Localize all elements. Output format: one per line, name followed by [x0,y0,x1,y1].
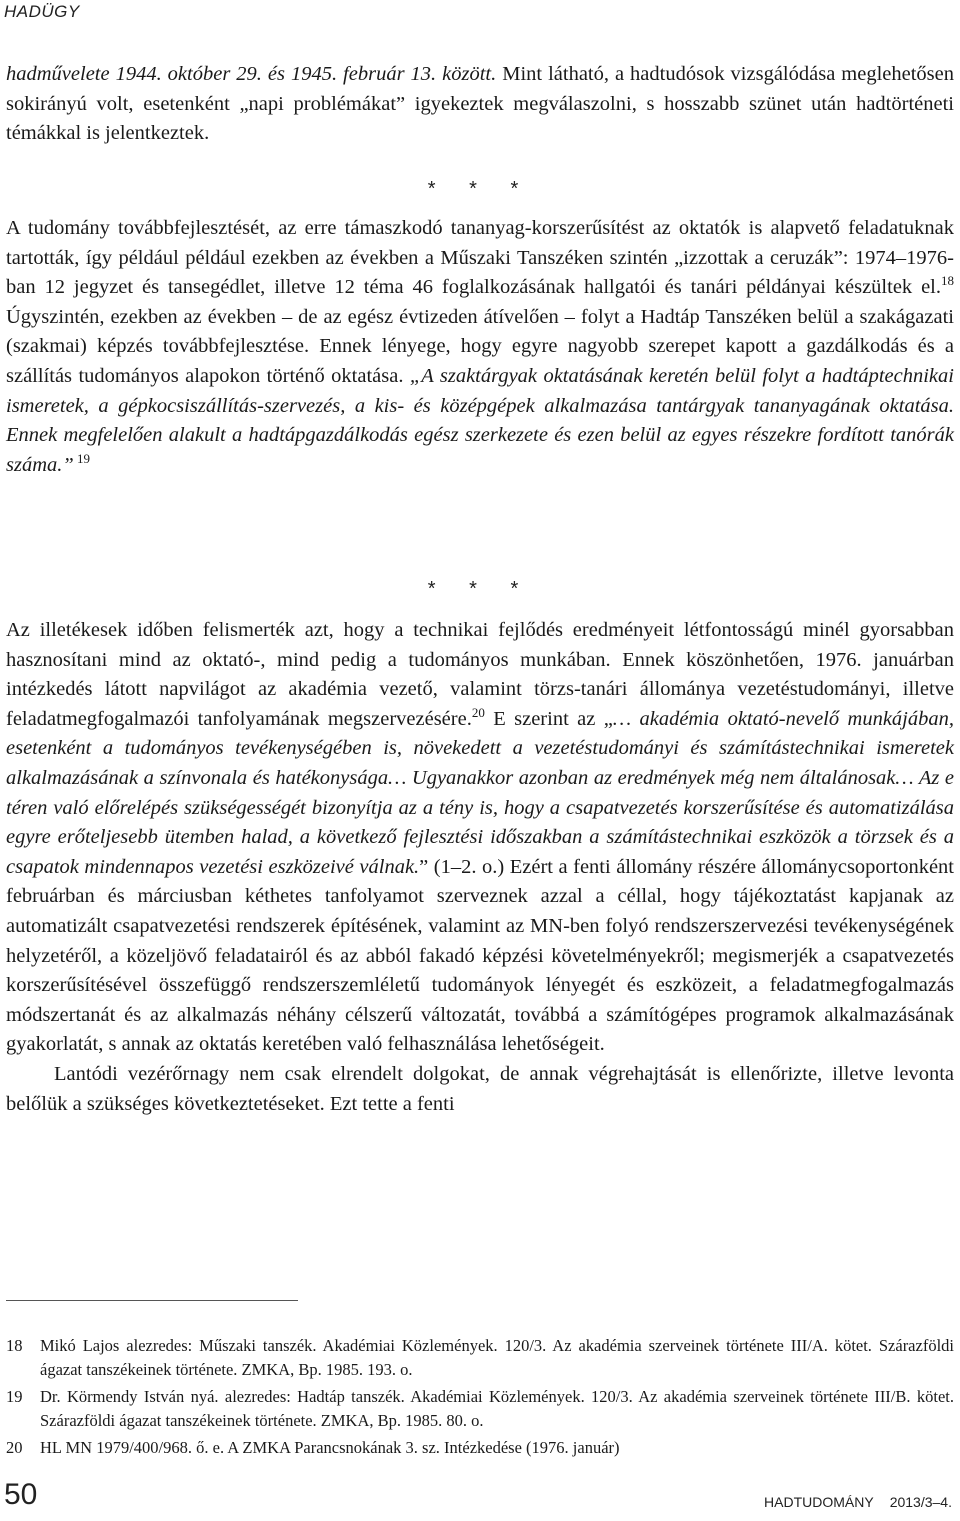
paragraph-2-quote: „A szaktárgyak oktatásának keretén belül folyt a hadtáptechnikai ismeretek, a gépkocsiszállítás-szervezés, a kis- és középgépek alkalmazása tantárgyak tananyagának oktatása. Ennek megfelelően alakult a hadtápgazdálkodás egész szerkezete és ezen belül az egyes részekre fordított tanórák száma.” [6,364,954,476]
page-number: 50 [4,1478,38,1511]
section-separator-2: * * * [427,578,533,600]
paragraph-1-italic: hadművelete 1944. október 29. és 1945. február 13. között. [6,63,497,85]
footnote-ref-18[interactable]: 18 [941,273,954,289]
paragraph-1-text: Mint látható, a hadtudósok vizsgálódása meglehetősen sokirányú volt, esetenként „napi problémákat” igyekeztek megválaszolni, s hosszabb szünet után hadtörténeti témákkal is jelentkeztek. [6,63,954,145]
paragraph-3 [6,616,954,1119]
footnote-number: 18 [6,1336,23,1355]
journal-footer [764,1494,952,1510]
footnote-ref-19[interactable]: 19 [73,450,91,466]
footnote-ref-20[interactable]: 20 [471,704,485,720]
footnotes [6,1334,954,1464]
paragraph-3-text-a: Az illetékesek időben felismerték azt, hogy a technikai fejlődés eredményeit létfontosságú minél gyorsabban hasznosítani mind az oktató-, mind pedig a tudományos munkában. Ennek köszönhetően, 1976. januárban intézkedés látott napvilágot az akadémia vezető, valamint törzs-tanári állománya vezetéstudományi, illetve feladatmegfogalmazói tanfolyamának megszervezésére. [6,619,954,730]
footnote-text: Dr. Körmendy István nyá. alezredes: Hadtáp tanszék. Akadémiai Közlemények. 120/3. Az akadémia szerveinek története III/B. kötet. Szárazföldi ágazat tanszékeinek története. ZMKA, Bp. 1985. 80. o. [40,1387,954,1430]
paragraph-3-quote: … akadémia oktató-nevelő munkájában, esetenként a tudományos tevékenységében is, növekedett a vezetéstudományi és számítástechnikai ismeretek alkalmazásának a színvonala és hatékonysága… Ugyanakkor azonban az eredmények még nem általánosak… Az e téren való előrelépés szükségességét bizonyítja az a tény is, hogy a csapatvezetés korszerűsítése és automatizálása egyre erőteljesebb ütemben halad, a következő fejlesztési időszakban a számítástechnikai eszközök a törzsek és a csapatok mindennapos vezetési eszközeivé válnak. [6,707,954,878]
journal-title: HADTUDOMÁNY [764,1494,874,1510]
paragraph-3-text-c: ” (1–2. o.) Ezért a fenti állomány részére állománycsoportonként februárban és márciusban kéthetes tanfolyamot szerveznek azzal a céllal, hogy tájékoztatást kapjanak az automatizált csapatvezetési rendszerek építésének, valamint az MN-ben folyó rendszerszervezési tevékenységének helyzetéről, a közeljövő feladatairól és az abból fakadó képzési követelményekről; megismerjék a csapatvezetés korszerűsítésével összefüggő rendszerszemléletű tudományok lényegét és eszközeit, a feladatmegfogalmazás módszertanát és az alkalmazás néhány célszerű változatát, továbbá a számítógépes programok alkalmazásának gyakorlatát, s annak az oktatás keretében való felhasználása lehetőségeit. [6,855,954,1056]
paragraph-4: Lantódi vezérőrnagy nem csak elrendelt dolgokat, de annak végrehajtását is ellenőrizte, illetve levonta belőlük a szükséges következtetéseket. Ezt tette a fenti [6,1062,954,1115]
paragraph-2-text-b: Úgyszintén, ezekben az években – de az egész évtizeden átívelően – folyt a Hadtáp Tanszéken belül a szakágazati (szakmai) képzés továbbfejlesztése. Ennek lényege, hogy egyre nagyobb szerepet kapott a gazdálkodás és a szállítás tudományos alapokon történő oktatása. [6,305,954,387]
footnote-divider [6,1300,298,1301]
footnote-18 [6,1334,954,1381]
footnote-20 [6,1436,954,1460]
paragraph-3-text-b: E szerint az „ [484,707,613,730]
journal-issue: 2013/3–4. [889,1494,952,1510]
paragraph-1 [6,60,954,149]
paragraph-2 [6,214,954,480]
footnote-number: 19 [6,1387,23,1406]
paragraph-2-text-a: A tudomány továbbfejlesztését, az erre támaszkodó tananyag-korszerűsítést az oktatók is alapvető feladatuknak tartották, így például például ezekben az években a Műszaki Tanszéken szintén „izzottak a ceruzák”: 1974–1976-ban 12 jegyzet és tansegédlet, illetve 12 téma 46 foglalkozásának hallgatói és tanári példányai készültek el. [6,217,954,299]
section-separator-1: * * * [427,178,533,200]
footnote-text: Mikó Lajos alezredes: Műszaki tanszék. Akadémiai Közlemények. 120/3. Az akadémia szerveinek története III/A. kötet. Szárazföldi ágazat tanszékeinek története. ZMKA, Bp. 1985. 193. o. [40,1336,954,1379]
footnote-text: HL MN 1979/400/968. ő. e. A ZMKA Parancsnokának 3. sz. Intézkedése (1976. január) [40,1438,620,1457]
section-header: HADÜGY [4,2,80,21]
footnote-19 [6,1385,954,1432]
footnote-number: 20 [6,1438,23,1457]
